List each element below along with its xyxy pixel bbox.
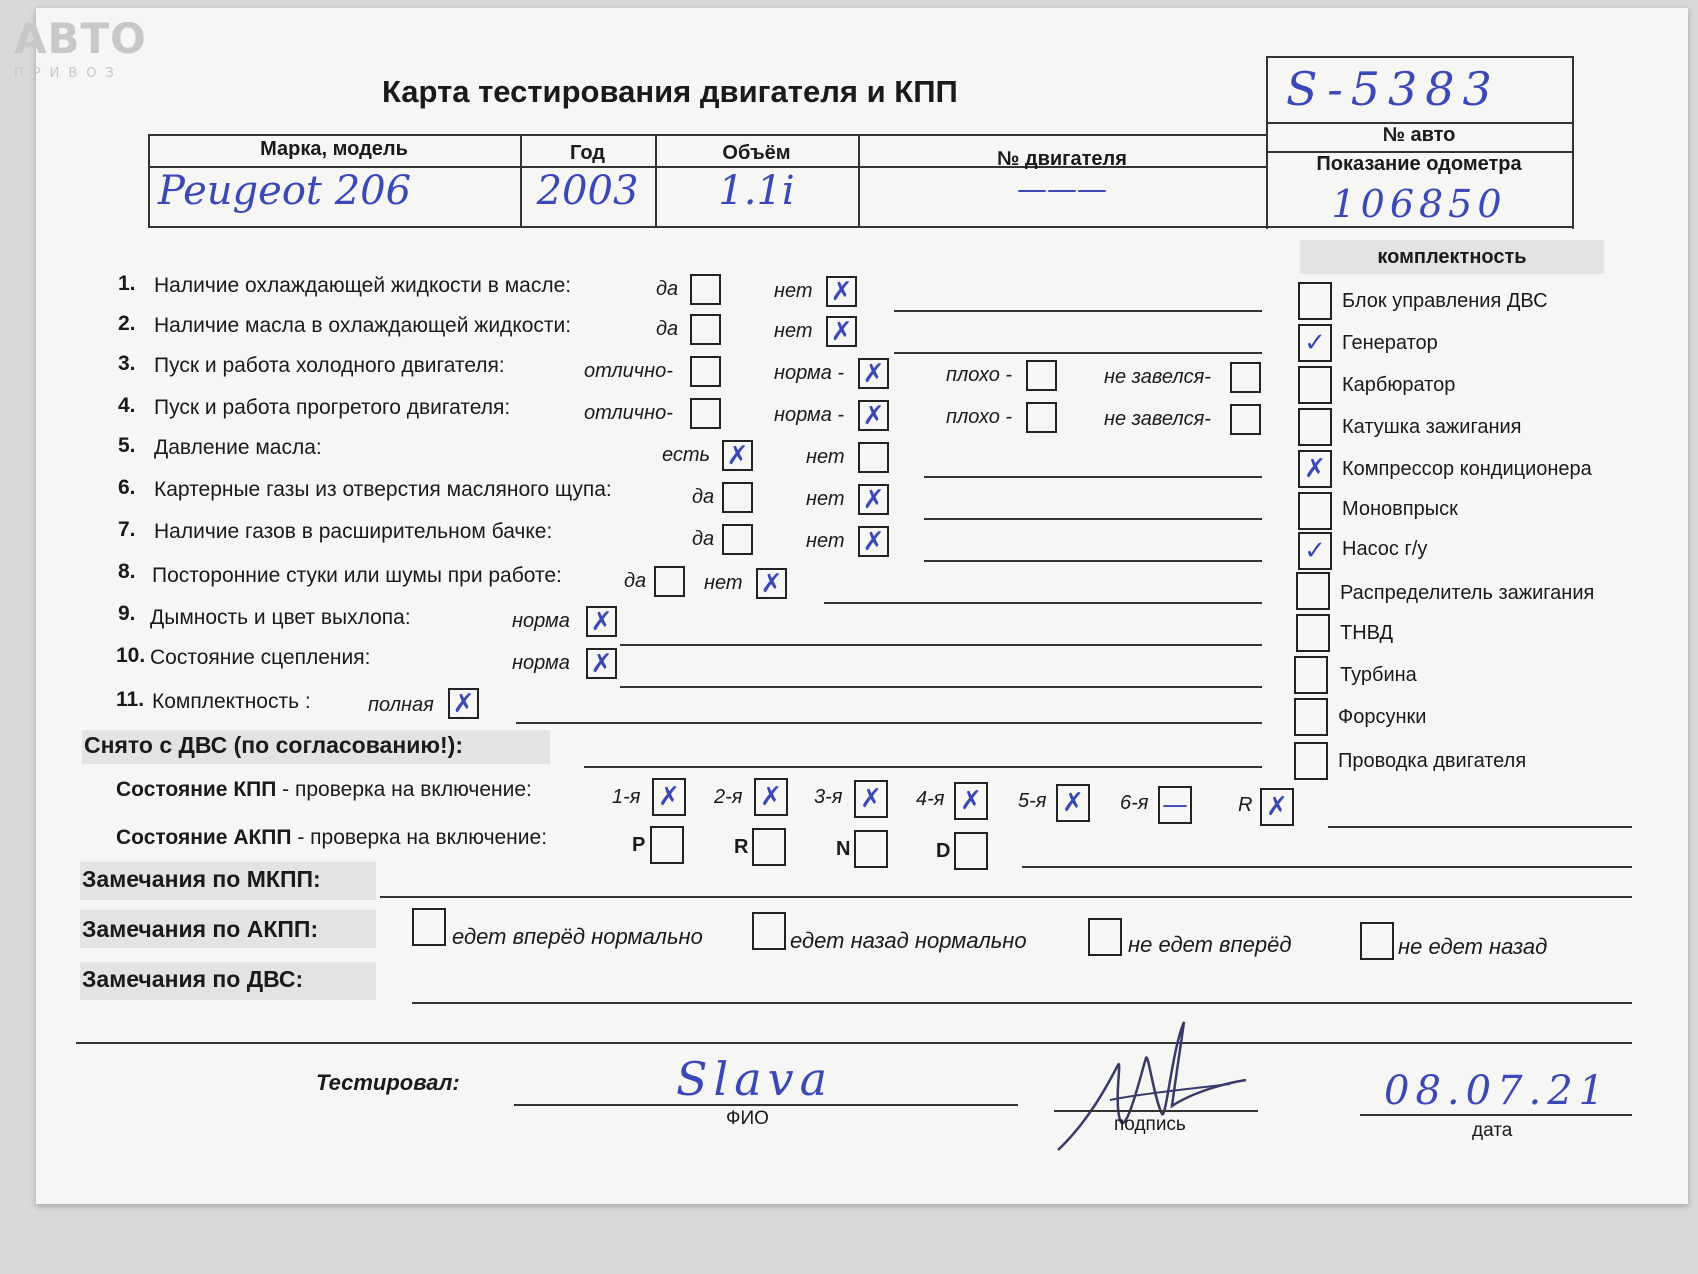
kpp-gear-1-label: 1-я bbox=[612, 786, 641, 808]
question-7-text: Наличие газов в расширительном бачке: bbox=[154, 520, 553, 543]
question-5-checkbox-yes[interactable] bbox=[722, 440, 753, 471]
check-mark-icon: ✗ bbox=[590, 648, 613, 679]
question-4-opt-excellent: отлично- bbox=[584, 402, 673, 424]
check-mark-icon: ✗ bbox=[862, 484, 885, 515]
tested-by-label: Тестировал: bbox=[316, 1070, 460, 1095]
kpp-label bbox=[116, 778, 532, 802]
removed-label: Снято с ДВС (по согласованию!): bbox=[84, 732, 463, 758]
volume-label: Объём bbox=[722, 142, 791, 164]
question-8-text: Посторонние стуки или шумы при работе: bbox=[152, 564, 562, 587]
question-9-text: Дымность и цвет выхлопа: bbox=[150, 606, 411, 629]
question-1-text: Наличие охлаждающей жидкости в масле: bbox=[154, 274, 572, 297]
question-3-opt-excellent: отлично- bbox=[584, 360, 673, 382]
komplekt-label-turbine: Турбина bbox=[1340, 664, 1417, 686]
remarks-akpp-label: Замечания по АКПП: bbox=[82, 916, 319, 942]
year-value: 2003 bbox=[536, 168, 639, 214]
check-mark-icon: ✗ bbox=[1266, 792, 1288, 822]
question-7-checkbox-yes[interactable] bbox=[722, 524, 753, 555]
question-1-opt-no: нет bbox=[774, 280, 813, 302]
logo-main-text: АВТО bbox=[14, 14, 147, 63]
question-3-opt-no-start: не завелся- bbox=[1104, 366, 1211, 388]
akpp-mode-d-checkbox[interactable] bbox=[954, 832, 988, 870]
question-3-opt-normal: норма - bbox=[774, 362, 845, 384]
check-mark-icon: ✗ bbox=[862, 358, 885, 389]
question-6-opt-yes: да bbox=[692, 486, 715, 508]
question-3-opt-bad: плохо - bbox=[946, 364, 1013, 386]
question-5-number: 5. bbox=[118, 434, 136, 457]
akpp-mode-r-checkbox[interactable] bbox=[752, 828, 786, 866]
check-mark-icon: ✗ bbox=[860, 784, 882, 814]
check-mark-icon: ✗ bbox=[1304, 454, 1326, 484]
question-6-text: Картерные газы из отверстия масляного щупа: bbox=[154, 478, 612, 501]
check-mark-icon: ✗ bbox=[760, 568, 783, 599]
kpp-gear-2-checkbox[interactable] bbox=[754, 778, 788, 816]
question-8-opt-no: нет bbox=[704, 572, 743, 594]
question-10-checkbox-normal[interactable] bbox=[586, 648, 617, 679]
question-2-number: 2. bbox=[118, 312, 136, 335]
komplekt-title: комплектность bbox=[1377, 246, 1527, 268]
akpp-mode-p-checkbox[interactable] bbox=[650, 826, 684, 864]
remarks-dvs-label: Замечания по ДВС: bbox=[82, 966, 304, 992]
komplekt-checkbox-turbine[interactable] bbox=[1294, 656, 1328, 694]
question-8-number: 8. bbox=[118, 560, 136, 583]
question-6-checkbox-no[interactable] bbox=[858, 484, 889, 515]
kpp-gear-r-checkbox[interactable] bbox=[1260, 788, 1294, 826]
check-mark-icon: ✗ bbox=[862, 400, 885, 431]
dash-mark-icon: — bbox=[1162, 790, 1188, 820]
komplekt-checkbox-carburetor[interactable] bbox=[1298, 366, 1332, 404]
question-4-opt-normal: норма - bbox=[774, 404, 845, 426]
question-2-checkbox-no[interactable] bbox=[826, 316, 857, 347]
car-number-value: S-5383 bbox=[1286, 62, 1500, 116]
komplekt-label-generator: Генератор bbox=[1342, 332, 1438, 354]
tester-name-caption: ФИО bbox=[726, 1108, 769, 1129]
question-2-opt-yes: да bbox=[656, 318, 679, 340]
question-5-checkbox-no[interactable] bbox=[858, 442, 889, 473]
kpp-gear-r-label: R bbox=[1238, 794, 1253, 816]
akpp-mode-p-label: P bbox=[632, 834, 646, 856]
question-4-checkbox-no-start[interactable] bbox=[1230, 404, 1261, 435]
komplekt-checkbox-generator[interactable] bbox=[1298, 324, 1332, 362]
komplekt-label-tnvd: ТНВД bbox=[1340, 622, 1394, 644]
akpp-no-backward-checkbox[interactable] bbox=[1360, 922, 1394, 960]
akpp-mode-r-label: R bbox=[734, 836, 749, 858]
question-3-text: Пуск и работа холодного двигателя: bbox=[154, 354, 505, 377]
kpp-gear-4-label: 4-я bbox=[916, 788, 945, 810]
check-mark-icon: ✗ bbox=[960, 786, 982, 816]
check-mark-icon: ✗ bbox=[658, 782, 680, 812]
question-9-number: 9. bbox=[118, 602, 136, 625]
check-mark-icon: ✓ bbox=[1304, 536, 1326, 566]
question-4-checkbox-normal[interactable] bbox=[858, 400, 889, 431]
kpp-gear-1-checkbox[interactable] bbox=[652, 778, 686, 816]
akpp-mode-n-checkbox[interactable] bbox=[854, 830, 888, 868]
akpp-label bbox=[116, 826, 547, 850]
check-mark-icon: ✗ bbox=[1062, 788, 1084, 818]
komplekt-label-power-steering-pump: Насос г/у bbox=[1342, 538, 1428, 560]
akpp-forward-ok-checkbox[interactable] bbox=[412, 908, 446, 946]
question-1-number: 1. bbox=[118, 272, 136, 295]
date-caption: дата bbox=[1472, 1120, 1513, 1141]
komplekt-checkbox-ac-compressor[interactable] bbox=[1298, 450, 1332, 488]
akpp-forward-ok-label: едет вперёд нормально bbox=[452, 924, 703, 949]
question-7-opt-yes: да bbox=[692, 528, 715, 550]
akpp-no-backward-label: не едет назад bbox=[1398, 934, 1548, 959]
odometer-label: Показание одометра bbox=[1316, 153, 1522, 175]
question-9-opt-normal: норма bbox=[512, 610, 570, 632]
question-7-opt-no: нет bbox=[806, 530, 845, 552]
question-11-number: 11. bbox=[116, 688, 145, 711]
engine-number-label: № двигателя bbox=[997, 148, 1127, 170]
engine-number-value: ——— bbox=[1017, 172, 1107, 207]
question-4-number: 4. bbox=[118, 394, 136, 417]
question-4-opt-no-start: не завелся- bbox=[1104, 408, 1211, 430]
komplekt-label-injectors: Форсунки bbox=[1338, 706, 1427, 728]
question-6-checkbox-yes[interactable] bbox=[722, 482, 753, 513]
question-3-checkbox-excellent[interactable] bbox=[690, 356, 721, 387]
question-11-checkbox-full[interactable] bbox=[448, 688, 479, 719]
question-1-checkbox-yes[interactable] bbox=[690, 274, 721, 305]
date-value: 08.07.21 bbox=[1384, 1068, 1611, 1114]
signature-icon bbox=[1050, 1010, 1250, 1160]
logo-sub-text: ПРИВОЗ bbox=[14, 66, 123, 81]
kpp-gear-3-checkbox[interactable] bbox=[854, 780, 888, 818]
brand-model-value: Peugeot 206 bbox=[158, 168, 412, 214]
kpp-gear-2-label: 2-я bbox=[714, 786, 743, 808]
komplekt-label-wiring: Проводка двигателя bbox=[1338, 750, 1527, 772]
kpp-gear-5-label: 5-я bbox=[1018, 790, 1047, 812]
question-6-number: 6. bbox=[118, 476, 136, 499]
question-5-text: Давление масла: bbox=[154, 436, 322, 459]
kpp-gear-6-checkbox[interactable] bbox=[1158, 786, 1192, 824]
kpp-label-rest: - проверка на включение: bbox=[276, 778, 532, 801]
question-10-number: 10. bbox=[116, 644, 146, 667]
question-10-opt-normal: норма bbox=[512, 652, 570, 674]
car-number-label: № авто bbox=[1382, 124, 1456, 146]
question-4-text: Пуск и работа прогретого двигателя: bbox=[154, 396, 511, 419]
komplekt-label-distributor: Распределитель зажигания bbox=[1340, 582, 1595, 604]
check-mark-icon: ✗ bbox=[590, 606, 613, 637]
remarks-mkpp-label: Замечания по МКПП: bbox=[82, 866, 321, 892]
komplekt-label-ecu: Блок управления ДВС bbox=[1342, 290, 1548, 312]
question-2-opt-no: нет bbox=[774, 320, 813, 342]
check-mark-icon: ✗ bbox=[452, 688, 475, 719]
komplekt-label-mono-injection: Моновпрыск bbox=[1342, 498, 1458, 520]
akpp-mode-d-label: D bbox=[936, 840, 951, 862]
question-4-opt-bad: плохо - bbox=[946, 406, 1013, 428]
check-mark-icon: ✗ bbox=[726, 440, 749, 471]
komplekt-checkbox-distributor[interactable] bbox=[1296, 572, 1330, 610]
komplekt-label-ac-compressor: Компрессор кондиционера bbox=[1342, 458, 1592, 480]
komplekt-checkbox-tnvd[interactable] bbox=[1296, 614, 1330, 652]
question-6-opt-no: нет bbox=[806, 488, 845, 510]
check-mark-icon: ✗ bbox=[830, 276, 853, 307]
akpp-label-bold: Состояние АКПП bbox=[116, 826, 292, 849]
check-mark-icon: ✗ bbox=[830, 316, 853, 347]
komplekt-label-carburetor: Карбюратор bbox=[1342, 374, 1456, 396]
akpp-label-rest: - проверка на включение: bbox=[291, 826, 548, 849]
question-8-checkbox-yes[interactable] bbox=[654, 566, 685, 597]
check-mark-icon: ✗ bbox=[862, 526, 885, 557]
question-4-checkbox-bad[interactable] bbox=[1026, 402, 1057, 433]
akpp-mode-n-label: N bbox=[836, 838, 851, 860]
question-11-opt-full: полная bbox=[368, 694, 434, 716]
odometer-value: 106850 bbox=[1331, 182, 1507, 226]
question-9-checkbox-normal[interactable] bbox=[586, 606, 617, 637]
question-11-text: Комплектность : bbox=[152, 690, 311, 713]
question-2-checkbox-yes[interactable] bbox=[690, 314, 721, 345]
tester-name-value: Slava bbox=[676, 1052, 834, 1106]
check-mark-icon: ✓ bbox=[1304, 328, 1326, 358]
komplekt-checkbox-ecu[interactable] bbox=[1298, 282, 1332, 320]
komplekt-checkbox-mono-injection[interactable] bbox=[1298, 492, 1332, 530]
kpp-gear-3-label: 3-я bbox=[814, 786, 843, 808]
volume-value: 1.1i bbox=[718, 168, 795, 214]
signature-caption: подпись bbox=[1114, 1114, 1186, 1135]
akpp-backward-ok-label: едет назад нормально bbox=[790, 928, 1027, 953]
question-3-checkbox-no-start[interactable] bbox=[1230, 362, 1261, 393]
akpp-no-forward-checkbox[interactable] bbox=[1088, 918, 1122, 956]
akpp-backward-ok-checkbox[interactable] bbox=[752, 912, 786, 950]
komplekt-checkbox-wiring[interactable] bbox=[1294, 742, 1328, 780]
question-5-opt-no: нет bbox=[806, 446, 845, 468]
kpp-label-bold: Состояние КПП bbox=[116, 778, 277, 801]
question-5-opt-yes: есть bbox=[662, 444, 711, 466]
question-8-checkbox-no[interactable] bbox=[756, 568, 787, 599]
page-title: Карта тестирования двигателя и КПП bbox=[382, 74, 958, 109]
kpp-gear-6-label: 6-я bbox=[1120, 792, 1149, 814]
kpp-gear-5-checkbox[interactable] bbox=[1056, 784, 1090, 822]
question-1-checkbox-no[interactable] bbox=[826, 276, 857, 307]
komplekt-label-ignition-coil: Катушка зажигания bbox=[1342, 416, 1522, 438]
question-10-text: Состояние сцепления: bbox=[150, 646, 371, 669]
question-8-opt-yes: да bbox=[624, 570, 647, 592]
avto-privoz-logo bbox=[14, 14, 154, 88]
year-label: Год bbox=[570, 142, 605, 164]
question-3-checkbox-normal[interactable] bbox=[858, 358, 889, 389]
question-3-checkbox-bad[interactable] bbox=[1026, 360, 1057, 391]
komplekt-checkbox-ignition-coil[interactable] bbox=[1298, 408, 1332, 446]
komplekt-checkbox-power-steering-pump[interactable] bbox=[1298, 532, 1332, 570]
kpp-gear-4-checkbox[interactable] bbox=[954, 782, 988, 820]
question-7-number: 7. bbox=[118, 518, 136, 541]
brand-model-label: Марка, модель bbox=[260, 138, 408, 160]
question-2-text: Наличие масла в охлаждающей жидкости: bbox=[154, 314, 572, 337]
komplekt-checkbox-injectors[interactable] bbox=[1294, 698, 1328, 736]
akpp-no-forward-label: не едет вперёд bbox=[1128, 932, 1292, 957]
check-mark-icon: ✗ bbox=[760, 782, 782, 812]
question-7-checkbox-no[interactable] bbox=[858, 526, 889, 557]
question-1-opt-yes: да bbox=[656, 278, 679, 300]
question-3-number: 3. bbox=[118, 352, 136, 375]
question-4-checkbox-excellent[interactable] bbox=[690, 398, 721, 429]
